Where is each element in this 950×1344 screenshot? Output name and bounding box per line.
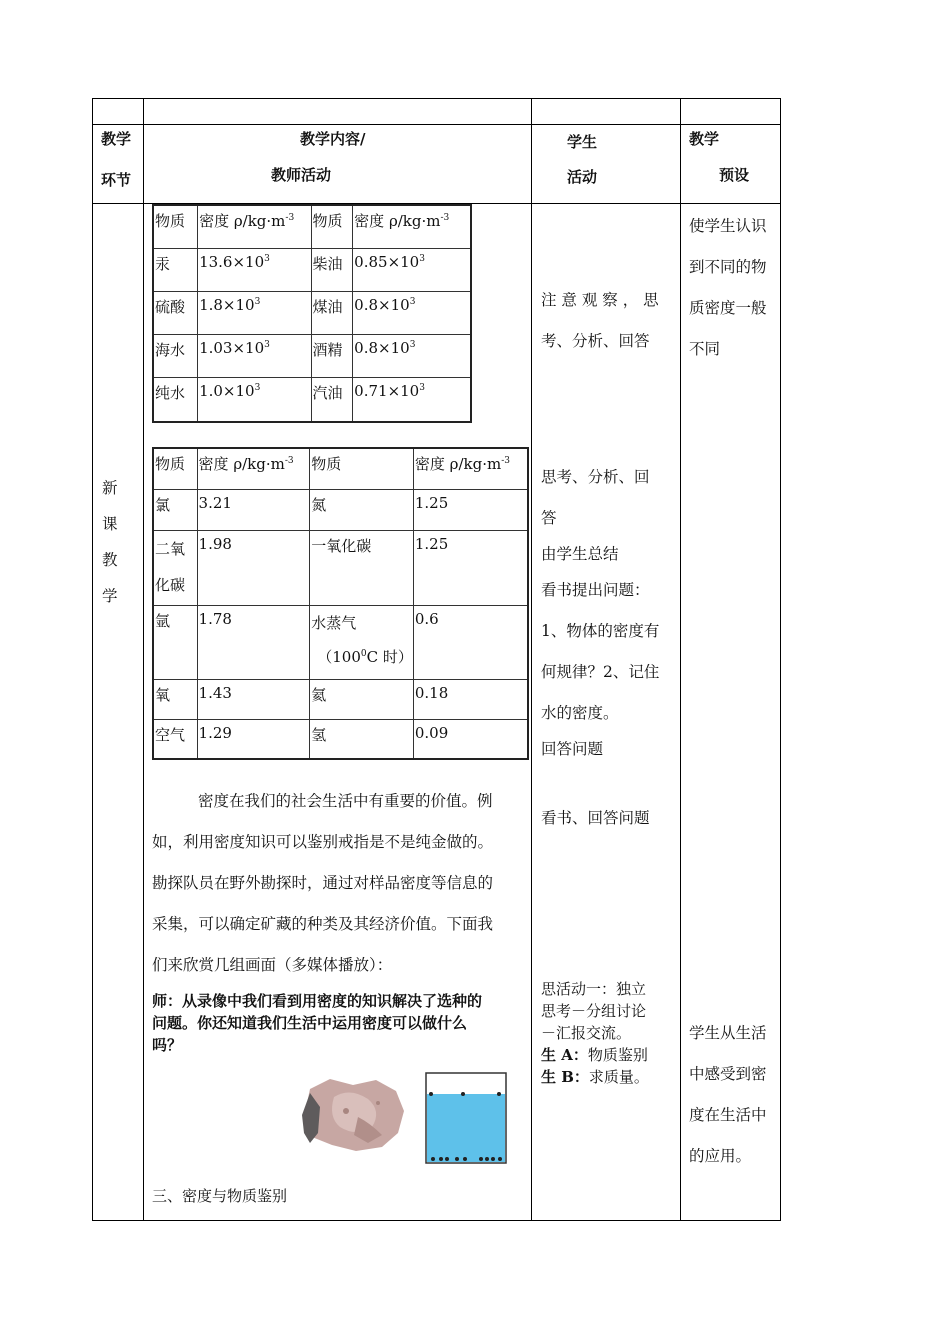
- activity-line-1: 思活动一：独立: [541, 980, 647, 998]
- student-b: 生 B：求质量。: [541, 1068, 649, 1086]
- preset-line: 的应用。: [689, 1147, 752, 1165]
- table-cell: 1.25: [413, 489, 528, 530]
- header-col4-line2: 预设: [719, 166, 750, 184]
- steam-label: 水蒸气: [311, 613, 357, 632]
- table-cell: $0.71\times 10^3$: [353, 377, 471, 422]
- table-row: [153, 291, 471, 334]
- table-cell: 1.78: [197, 605, 310, 679]
- table-cell: 一氧化碳: [310, 530, 414, 605]
- header-cell: 物质: [311, 205, 353, 248]
- table-row: [153, 530, 528, 605]
- preset-line: 质密度一般: [689, 299, 767, 317]
- paragraph-line: 如，利用密度知识可以鉴别戒指是不是纯金做的。: [152, 833, 494, 851]
- table-cell: 氮: [310, 489, 414, 530]
- table-cell: 硫酸: [153, 291, 198, 334]
- student-answer: 回答问题: [541, 740, 604, 758]
- student-question-line3: 水的密度。: [541, 704, 619, 722]
- table-row: [153, 377, 471, 422]
- table-cell: 氧: [153, 679, 197, 719]
- student-activity-block: [541, 978, 649, 1088]
- preset-line: 不同: [689, 340, 721, 358]
- section-3-title: 三、密度与物质鉴别: [152, 1187, 288, 1205]
- gas-density-table: [152, 447, 529, 760]
- table-row: [153, 248, 471, 291]
- table-cell: 氯: [153, 489, 197, 530]
- table-border-bottom: [92, 1220, 781, 1221]
- table-cell: 氦: [310, 679, 414, 719]
- rock-image: [298, 1077, 408, 1152]
- table-cell: $0.8\times 10^3$: [353, 291, 471, 334]
- student-question-line2: 何规律？2、记住: [541, 663, 660, 681]
- section-char-2: 课: [102, 515, 118, 533]
- table-vline-1: [92, 98, 93, 1221]
- paragraph-line: 采集，可以确定矿藏的种类及其经济价值。下面我: [152, 915, 494, 933]
- header-cell: 物质: [153, 448, 197, 489]
- liquid-density-table: [152, 204, 472, 423]
- table-cell: [310, 605, 414, 679]
- table-cell: 氢: [310, 719, 414, 759]
- table-cell: 1.98: [197, 530, 310, 605]
- table-cell: 1.25: [413, 530, 528, 605]
- student-ask: 看书提出问题：: [541, 581, 650, 599]
- table-cell: 汽油: [311, 377, 353, 422]
- section-label: [102, 470, 122, 614]
- table-cell: 0.6: [413, 605, 528, 679]
- header-col3-line2: 活动: [567, 168, 598, 186]
- table-row: [153, 489, 528, 530]
- table-cell: $0.85\times 10^3$: [353, 248, 471, 291]
- activity-line-3: －汇报交流。: [541, 1024, 632, 1042]
- teacher-line-2: 问题。你还知道我们生活中运用密度可以做什么: [152, 1014, 468, 1032]
- preset-line: 到不同的物: [689, 258, 767, 276]
- header-col1-line2: 环节: [101, 171, 132, 189]
- preset-block-2: [689, 1013, 767, 1177]
- header-cell: 物质: [153, 205, 198, 248]
- value-paragraph: [152, 781, 524, 986]
- table-vline-5: [780, 98, 781, 1221]
- table-cell: $0.8\times 10^3$: [353, 334, 471, 377]
- table-cell: 酒精: [311, 334, 353, 377]
- table-cell: 空气: [153, 719, 197, 759]
- table-cell: 海水: [153, 334, 198, 377]
- paragraph-line: 勘探队员在野外勘探时，通过对样品密度等信息的: [152, 874, 494, 892]
- table-cell: 纯水: [153, 377, 198, 422]
- table-cell: $1.0\times 10^3$: [198, 377, 311, 422]
- table-cell: 汞: [153, 248, 198, 291]
- table-cell: 柴油: [311, 248, 353, 291]
- table-cell: 0.09: [413, 719, 528, 759]
- preset-line: 度在生活中: [689, 1106, 767, 1124]
- section-char-3: 教: [102, 551, 118, 569]
- table-row: [153, 205, 471, 248]
- teacher-question: [152, 990, 524, 1056]
- student-observe-line1: 注 意 观 察 ， 思: [541, 291, 659, 309]
- water-beaker-image: [425, 1072, 507, 1164]
- student-summary: 由学生总结: [541, 545, 619, 563]
- teacher-line-1: 师：从录像中我们看到用密度的知识解决了选种的: [152, 992, 483, 1010]
- section-char-4: 学: [102, 587, 118, 605]
- table-cell: $1.03\times 10^3$: [198, 334, 311, 377]
- table-row: [153, 334, 471, 377]
- paragraph-line: 们来欣赏几组画面（多媒体播放）：: [152, 956, 393, 974]
- table-cell: 二氧化碳: [153, 530, 197, 605]
- teacher-line-3: 吗？: [152, 1036, 183, 1054]
- table-row: [153, 719, 528, 759]
- table-row: [153, 448, 528, 489]
- table-row: [153, 605, 528, 679]
- student-a: 生 A：物质鉴别: [541, 1046, 648, 1064]
- header-cell: 密度 $\rho/kg\cdot m^{-3}$: [413, 448, 528, 489]
- header-col2-line2: 教师活动: [271, 166, 332, 184]
- table-row: [153, 679, 528, 719]
- header-cell: 密度 $\rho/kg\cdot m^{-3}$: [197, 448, 310, 489]
- table-vline-4: [680, 98, 681, 1221]
- table-cell: 煤油: [311, 291, 353, 334]
- preset-line: 中感受到密: [689, 1065, 767, 1083]
- table-vline-3: [531, 98, 532, 1221]
- table-cell: 氩: [153, 605, 197, 679]
- table-cell: 3.21: [197, 489, 310, 530]
- steam-note: （$100^0C$ 时）: [317, 647, 413, 666]
- header-col1-line1: 教学: [101, 130, 132, 148]
- table-cell: 0.18: [413, 679, 528, 719]
- header-cell: 密度 $\rho/kg\cdot m^{-3}$: [353, 205, 471, 248]
- student-think-line2: 答: [541, 509, 557, 527]
- student-question-line1: 1、物体的密度有: [541, 622, 660, 640]
- student-observe-line2: 考、分析、回答: [541, 332, 650, 350]
- table-vline-2: [143, 98, 144, 1221]
- header-cell: 物质: [310, 448, 414, 489]
- preset-line: 学生从生活: [689, 1024, 767, 1042]
- header-col3-line1: 学生: [567, 133, 598, 151]
- preset-block-1: [689, 206, 767, 370]
- table-cell: 1.29: [197, 719, 310, 759]
- student-think-line1: 思考、分析、回: [541, 468, 650, 486]
- table-header-top: [92, 124, 781, 125]
- student-read: 看书、回答问题: [541, 809, 650, 827]
- table-cell: $1.8\times 10^3$: [198, 291, 311, 334]
- section-char-1: 新: [102, 479, 118, 497]
- header-cell: 密度 $\rho/kg\cdot m^{-3}$: [198, 205, 311, 248]
- table-cell: 1.43: [197, 679, 310, 719]
- header-col2-line1: 教学内容/: [300, 130, 366, 148]
- header-col4-line1: 教学: [689, 130, 720, 148]
- table-cell: $13.6\times 10^3$: [198, 248, 311, 291]
- paragraph-line: 密度在我们的社会生活中有重要的价值。例: [198, 792, 493, 810]
- preset-line: 使学生认识: [689, 217, 767, 235]
- activity-line-2: 思考－分组讨论: [541, 1002, 647, 1020]
- table-border-top: [92, 98, 781, 99]
